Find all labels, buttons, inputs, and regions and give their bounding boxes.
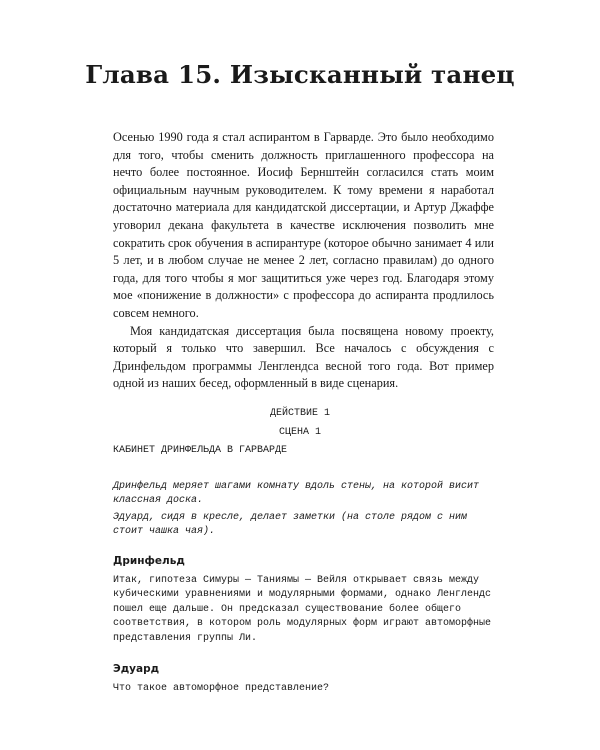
body-text [113, 129, 494, 393]
speech-text-1: Итак, гипотеза Симуры — Таниямы — Вейля открывает связь между кубическими уравнениями и модулярными формами, однако Ленглендс пошел еще дальше. Он предсказал существование более общего соответствия, в котором роль модулярных форм играют автоморфные представления группы Ли. [113, 575, 492, 644]
screenplay-scene: СЦЕНА 1 [278, 427, 321, 438]
stage-direction-2: Эдуард, сидя в кресле, делает заметки (на столе рядом с ним стоит чашка чая). [113, 512, 468, 538]
speaker-name-2: Эдуард [113, 663, 160, 675]
stage-direction-1: Дринфельд меряет шагами комнату вдоль стены, на которой висит классная доска. [113, 481, 480, 507]
speaker-name-1: Дринфельд [113, 555, 185, 567]
screenplay-act: ДЕЙСТВИЕ 1 [269, 408, 330, 419]
screenplay-location: КАБИНЕТ ДРИНФЕЛЬДА В ГАРВАРДЕ [113, 445, 288, 456]
chapter-title: Глава 15. Изысканный танец [85, 60, 515, 89]
paragraph-1: Осенью 1990 года я стал аспирантом в Гарварде. Это было необходимо для того, чтобы сменить должность приглашенного профессора на нечто более постоянное. Иосиф Бернштейн согласился стать моим официальным научным руководителем. К тому времени я наработал достаточно материала для кандидатской диссертации, и Артур Джаффе уговорил декана факультета в качестве исключения позволить мне сократить срок обучения в аспирантуре (которое обычно занимает 4 или 5 лет, и в любом случае не менее 2 лет, согласно правилам) до одного года, для того чтобы я мог защититься уже через год. Благодаря этому мое «понижение в должности» с профессора до аспиранта продлилось совсем немного. [113, 130, 494, 320]
paragraph-2: Моя кандидатская диссертация была посвящена новому проекту, который я только что завершил. Все началось с обсуждения с Дринфельдом программы Ленглендса весной того года. Вот пример одной из наших бесед, оформленный в виде сценария. [113, 323, 494, 391]
speech-text-2: Что такое автоморфное представление? [113, 683, 330, 694]
